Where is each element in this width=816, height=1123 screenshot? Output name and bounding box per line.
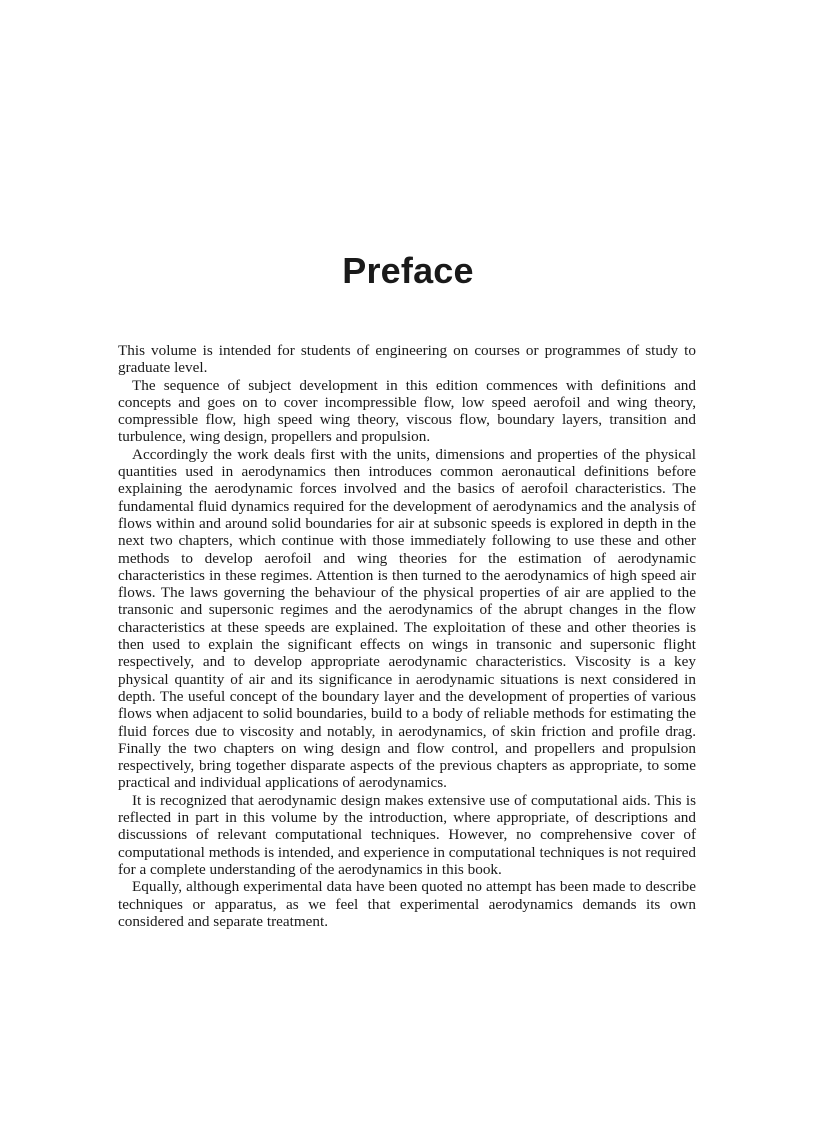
paragraph-chapter-overview: Accordingly the work deals first with the units, dimensions and properties of the physical quantities used in aerodynamics then introduces common aeronautical definitions before explaining the aerodynamic forces involved and the basics of aerofoil characteristics. The fundamental fluid dynamics required for the development of aerodynamics and the analysis of flows within and around solid boundaries for air at subsonic speeds is explored in depth in the next two chapters, which continue with those immediately following to use these and other methods to develop aerofoil and wing theories for the estimation of aerodynamic characteristics in these regimes. Attention is then turned to the aerodynamics of high speed air flows. The laws governing the behaviour of the physical properties of air are applied to the transonic and supersonic regimes and the aerodynamics of the abrupt changes in the flow characteristics at these speeds are explained. The exploitation of these and other theories is then used to explain the significant effects on wings in transonic and supersonic flight respectively, and to develop appropriate aerodynamic characteristics. Viscosity is a key physical quantity of air and its significance in aerodynamic situations is next considered in depth. The useful concept of the boundary layer and the development of properties of various flows when adjacent to solid boundaries, build to a body of reliable methods for estimating the fluid forces due to viscosity and notably, in aerodynamics, of skin friction and profile drag. Finally the two chapters on wing design and flow control, and propellers and propulsion respectively, bring together disparate aspects of the previous chapters as appropriate, to some practical and individual applications of aerodynamics. <box>118 445 696 792</box>
preface-body <box>118 342 696 930</box>
paragraph-experimental-data: Equally, although experimental data have been quoted no attempt has been made to describe techniques or apparatus, as we feel that experimental aerodynamics demands its own considered and separate treatment. <box>118 878 696 930</box>
paragraph-computational-aids: It is recognized that aerodynamic design makes extensive use of computational aids. This is reflected in part in this volume by the introduction, where appropriate, of descriptions and discussions of relevant computational techniques. However, no comprehensive cover of computational methods is intended, and experience in computational techniques is not required for a complete understanding of the aerodynamics in this book. <box>118 791 696 878</box>
page-title: Preface <box>342 250 474 292</box>
paragraph-intended-audience: This volume is intended for students of engineering on courses or programmes of study to graduate level. <box>118 342 696 377</box>
paragraph-subject-sequence: The sequence of subject development in this edition commences with definitions and concepts and goes on to cover incompressible flow, low speed aerofoil and wing theory, compressible flow, high speed wing theory, viscous flow, boundary layers, transition and turbulence, wing design, propellers and propulsion. <box>118 376 696 446</box>
